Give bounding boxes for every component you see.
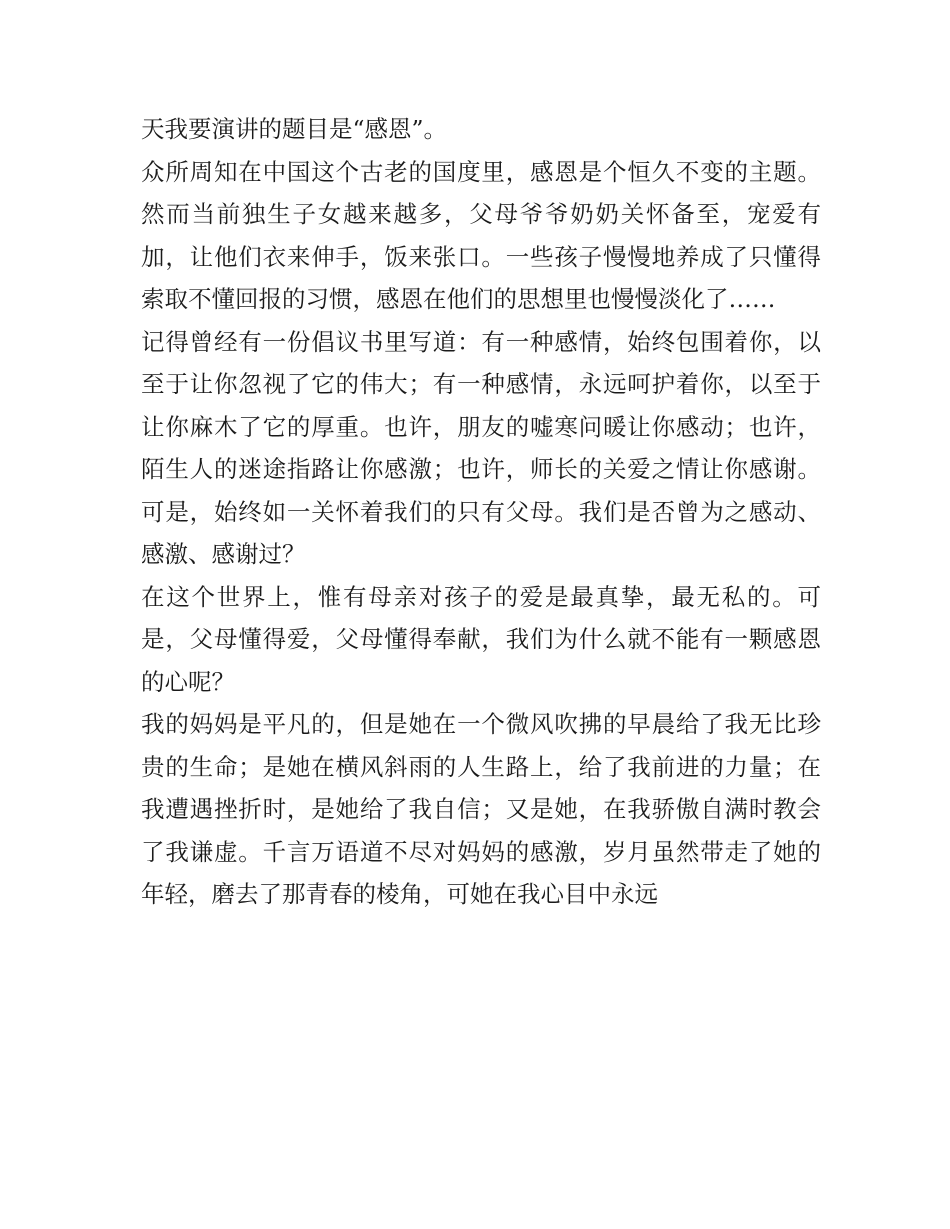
paragraph-proposal-quote: 记得曾经有一份倡议书里写道：有一种感情，始终包围着你，以至于让你忽视了它的伟大；有一种感情，永远呵护着你，以至于让你麻木了它的厚重。也许，朋友的嘘寒问暖让你感动；也许，陌生人的迷途指路让你感激；也许，师长的关爱之情让你感谢。可是，始终如一关怀着我们的只有父母。我们是否曾为之感动、感激、感谢过？ [141,327,821,568]
paragraph-mother-love: 在这个世界上，惟有母亲对孩子的爱是最真挚，最无私的。可是，父母懂得爱，父母懂得奉献，我们为什么就不能有一颗感恩的心呢？ [141,582,821,696]
paragraph-my-mother: 我的妈妈是平凡的，但是她在一个微风吹拂的早晨给了我无比珍贵的生命；是她在横风斜雨的人生路上，给了我前进的力量；在我遭遇挫折时，是她给了我自信；又是她，在我骄傲自满时教会了我谦虚。千言万语道不尽对妈妈的感激，岁月虽然带走了她的年轻，磨去了那青春的棱角，可她在我心目中永远 [141,710,821,908]
document-body [141,108,821,916]
paragraph-title-line: 天我要演讲的题目是“感恩”。 [141,115,448,143]
paragraph-gratitude-theme: 众所周知在中国这个古老的国度里，感恩是个恒久不变的主题。然而当前独生子女越来越多，父母爷爷奶奶关怀备至，宠爱有加，让他们衣来伸手，饭来张口。一些孩子慢慢地养成了只懂得索取不懂回报的习惯，感恩在他们的思想里也慢慢淡化了…… [141,157,821,313]
